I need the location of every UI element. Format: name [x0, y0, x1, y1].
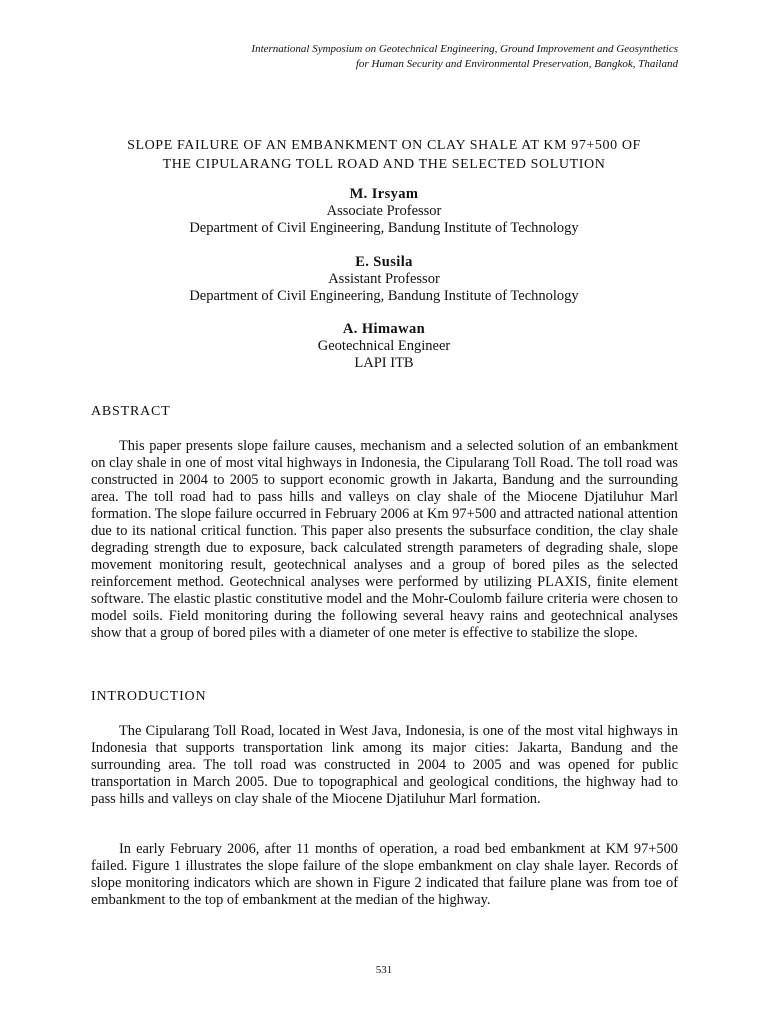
- author-block-2: [90, 254, 678, 305]
- introduction-paragraph-1: The Cipularang Toll Road, located in West Java, Indonesia, is one of the most vital highways in Indonesia that supports transportation link among its major cities: Jakarta, Bandung and the surrounding area. The toll road was constructed in 2004 to 2005 and was opened for public transportation in March 2005. Due to topographical and geological conditions, the highway had to pass hills and valleys on clay shale of the Miocene Djatiluhur Marl formation.: [91, 723, 678, 807]
- abstract-heading: ABSTRACT: [91, 404, 171, 419]
- author-affiliation: LAPI ITB: [354, 355, 414, 371]
- author-position: Assistant Professor: [328, 271, 440, 287]
- abstract-text: This paper presents slope failure causes, mechanism and a selected solution of an embankment on clay shale in one of most vital highways in Indonesia, the Cipularang Toll Road. The toll road was constructed in 2004 to 2005 to support economic growth in Jakarta, Bandung and the surrounding area. The toll road had to pass hills and valleys on clay shale of the Miocene Djatiluhur Marl formation. The slope failure occurred in February 2006 at Km 97+500 and attracted national attention due to its national critical function. This paper also presents the subsurface condition, the clay shale degrading strength due to exposure, back calculated strength parameters of degrading shale, slope movement monitoring result, geotechnical analyses and a group of bored piles as the selected reinforcement method. Geotechnical analyses were performed by utilizing PLAXIS, finite element software. The elastic plastic constitutive model and the Mohr-Coulomb failure criteria were chosen to model soils. Field monitoring during the following several heavy rains and geotechnical analyses show that a group of bored piles with a diameter of one meter is effective to stabilize the slope.: [91, 438, 678, 641]
- page-number: 531: [375, 964, 393, 976]
- running-header: [78, 42, 678, 72]
- author-block-3: [90, 321, 678, 372]
- author-name: E. Susila: [355, 254, 413, 270]
- introduction-paragraph-2: In early February 2006, after 11 months of operation, a road bed embankment at KM 97+500 failed. Figure 1 illustrates the slope failure of the slope embankment on clay shale layer. Records of slope monitoring indicators which are shown in Figure 2 indicated that failure plane was from toe of embankment to the top of embankment at the median of the highway.: [91, 841, 678, 908]
- running-header-line-2: for Human Security and Environmental Preservation, Bangkok, Thailand: [355, 58, 678, 70]
- author-affiliation: Department of Civil Engineering, Bandung Institute of Technology: [189, 288, 579, 304]
- running-header-line-1: International Symposium on Geotechnical Engineering, Ground Improvement and Geosynthetics: [251, 43, 678, 55]
- author-name: M. Irsyam: [349, 186, 419, 202]
- author-name: A. Himawan: [342, 321, 426, 337]
- introduction-heading: INTRODUCTION: [91, 689, 207, 704]
- paper-title-line-1: SLOPE FAILURE OF AN EMBANKMENT ON CLAY SHALE AT KM 97+500 OF: [127, 138, 641, 153]
- paper-title-line-2: THE CIPULARANG TOLL ROAD AND THE SELECTED SOLUTION: [162, 157, 606, 172]
- author-block-1: [90, 186, 678, 237]
- author-position: Geotechnical Engineer: [317, 338, 451, 354]
- author-position: Associate Professor: [326, 203, 442, 219]
- author-affiliation: Department of Civil Engineering, Bandung Institute of Technology: [189, 220, 579, 236]
- paper-title: [90, 136, 678, 174]
